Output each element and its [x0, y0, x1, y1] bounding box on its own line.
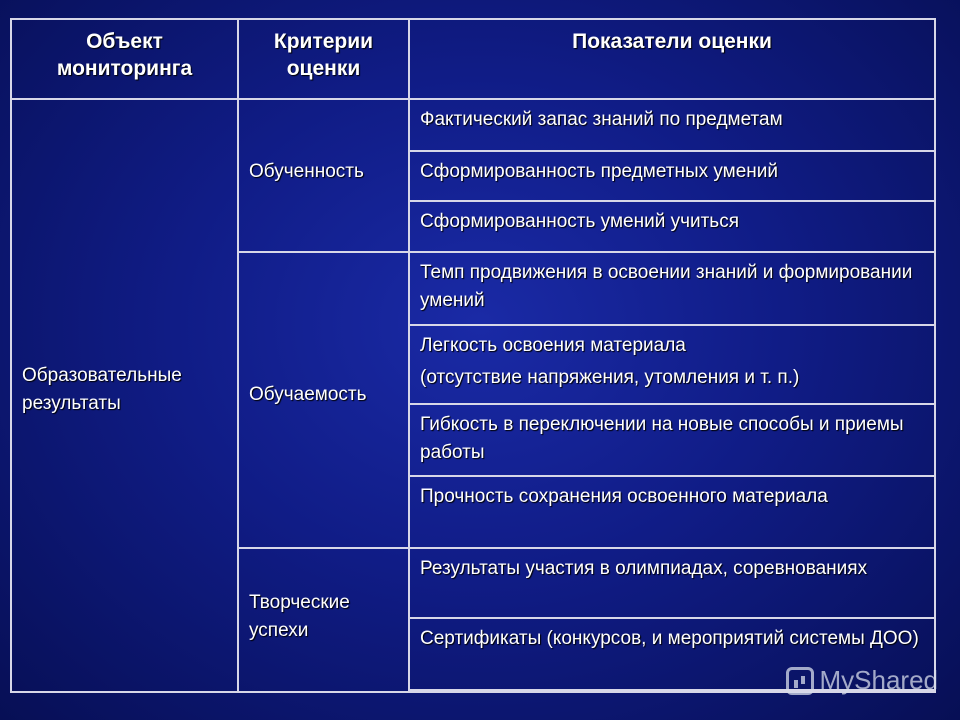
indicator-line: (отсутствие напряжения, утомления и т. п.) [420, 367, 800, 388]
table-row [11, 99, 935, 151]
myshared-logo-icon [786, 667, 814, 695]
indicator-line: Легкость освоения материала [420, 335, 686, 356]
indicator-cell: Гибкость в переключении на новые способы и приемы работы [409, 404, 935, 476]
watermark [786, 665, 939, 696]
criterion-learnability: Обучаемость [238, 252, 409, 548]
criterion-learnedness: Обученность [238, 99, 409, 252]
indicator-cell: Сертификаты (конкурсов, и мероприятий системы ДОО) [409, 618, 935, 690]
watermark-text: MyShared [819, 665, 938, 695]
indicator-cell: Результаты участия в олимпиадах, соревнованиях [409, 548, 935, 618]
monitoring-table [10, 18, 936, 693]
header-indicators: Показатели оценки [409, 19, 935, 99]
object-cell: Образовательные результаты [11, 99, 238, 692]
indicator-cell: Сформированность предметных умений [409, 151, 935, 201]
indicator-cell: Темп продвижения в освоении знаний и формировании умений [409, 252, 935, 325]
indicator-cell: Сформированность умений учиться [409, 201, 935, 252]
criterion-creative: Творческие успехи [238, 548, 409, 692]
indicator-cell [409, 325, 935, 404]
indicator-cell: Прочность сохранения освоенного материала [409, 476, 935, 548]
header-object: Объект мониторинга [11, 19, 238, 99]
header-criteria: Критерии оценки [238, 19, 409, 99]
header-row [11, 19, 935, 99]
indicator-cell: Фактический запас знаний по предметам [409, 99, 935, 151]
